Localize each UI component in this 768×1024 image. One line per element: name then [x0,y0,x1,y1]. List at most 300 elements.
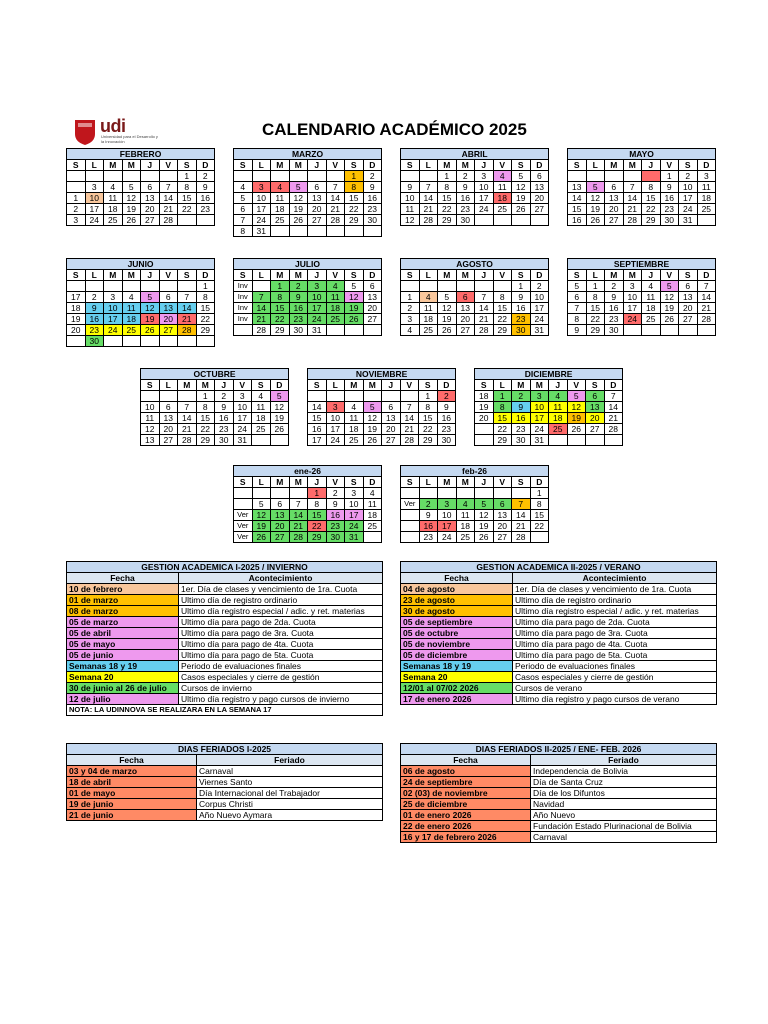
day-cell: 12 [475,510,494,521]
month-name: NOVIEMBRE [308,369,456,380]
day-cell: 1 [438,171,457,182]
event-date: Semana 20 [67,672,179,683]
day-cell [697,325,716,336]
table-row [67,683,383,694]
day-cell: 8 [419,402,438,413]
day-cell: 8 [308,499,327,510]
day-cell: 30 [437,435,456,446]
day-cell: 10 [530,402,549,413]
event-date: 01 de enero 2026 [401,810,531,821]
event-description: Viernes Santo [197,777,383,788]
month-calendar [400,258,549,336]
day-cell: 30 [605,325,624,336]
day-cell: 9 [419,510,438,521]
day-header: M [104,160,123,171]
day-cell: 20 [679,303,698,314]
week-number: 11 [401,204,420,215]
day-cell: 8 [271,292,290,303]
day-cell [642,325,661,336]
gestion2-table [400,561,717,705]
day-cell: 21 [159,204,178,215]
day-cell [289,226,308,237]
day-cell: 25 [271,215,290,226]
day-cell: 16 [437,413,456,424]
week-number: 8 [568,314,587,325]
day-cell: 28 [178,435,197,446]
day-cell [159,336,178,347]
day-cell: 18 [549,413,568,424]
day-cell [141,171,160,182]
week-number [401,281,420,292]
week-number: 2 [67,204,86,215]
week-number: Ver [234,521,253,532]
day-cell: 29 [419,435,438,446]
day-cell: 3 [308,281,327,292]
day-cell: 12 [270,402,289,413]
day-cell: 12 [660,292,679,303]
day-cell: 3 [104,292,123,303]
day-cell: 11 [642,292,661,303]
week-number: 16 [568,215,587,226]
day-header: V [159,160,178,171]
day-cell: 18 [326,303,345,314]
event-description: Ultimo día para pago de 3ra. Cuota [513,628,717,639]
event-description: 1er. Día de clases y vencimiento de 1ra. Cuota [179,584,383,595]
event-date: 25 de diciembre [401,799,531,810]
day-cell [456,281,475,292]
day-cell: 19 [141,314,160,325]
day-cell: 15 [530,510,549,521]
day-cell: 26 [252,532,271,543]
day-cell: 6 [530,171,549,182]
day-cell: 17 [438,521,457,532]
day-cell: 6 [159,402,178,413]
event-description: Casos especiales y cierre de gestión [179,672,383,683]
month-calendar [233,465,382,543]
day-cell [252,435,271,446]
day-header: S [419,380,438,391]
day-cell: 3 [233,391,252,402]
day-cell: 3 [326,402,345,413]
day-cell [512,488,531,499]
day-cell [104,281,123,292]
day-cell: 18 [104,204,123,215]
day-header: M [438,477,457,488]
day-cell [642,171,661,182]
table-title: GESTION ACADEMICA I-2025 / INVIERNO [67,562,383,573]
day-cell: 27 [271,532,290,543]
day-cell [697,215,716,226]
day-cell: 8 [530,499,549,510]
day-header: S [512,160,531,171]
day-header: M [122,270,141,281]
event-date: 06 de agosto [401,766,531,777]
day-header: M [289,270,308,281]
day-cell: 17 [326,424,345,435]
day-cell: 11 [271,193,290,204]
week-number: 9 [401,182,420,193]
day-cell: 28 [623,215,642,226]
day-cell [660,325,679,336]
day-cell: 11 [122,303,141,314]
day-cell [419,171,438,182]
table-row [67,788,383,799]
day-cell: 26 [141,325,160,336]
day-cell: 1 [271,281,290,292]
day-cell [456,488,475,499]
day-cell: 13 [363,292,382,303]
day-cell: 15 [586,303,605,314]
event-date: 05 de mayo [67,639,179,650]
table-row [401,777,717,788]
day-header: M [271,477,290,488]
day-cell: 6 [382,402,401,413]
event-description: Ultimo día registro y pago cursos de invierno [179,694,383,705]
day-cell [363,391,382,402]
day-cell [159,171,178,182]
week-number: 8 [234,226,253,237]
day-cell: 10 [233,402,252,413]
day-cell: 6 [679,281,698,292]
day-header: L [419,160,438,171]
day-cell [326,226,345,237]
event-description: Ultimo día de registro ordinario [513,595,717,606]
day-cell: 17 [345,510,364,521]
day-cell: 10 [623,292,642,303]
day-cell: 16 [85,314,104,325]
day-cell: 27 [493,532,512,543]
week-number [67,336,86,347]
week-number [67,281,86,292]
day-cell: 2 [679,171,698,182]
event-date: 17 de enero 2026 [401,694,513,705]
day-cell [122,281,141,292]
day-header: D [604,380,623,391]
day-cell: 2 [456,171,475,182]
day-cell: 13 [493,510,512,521]
day-cell: 4 [326,281,345,292]
day-cell: 11 [252,402,271,413]
day-cell: 13 [456,303,475,314]
day-cell: 21 [475,314,494,325]
month-calendar [400,148,549,226]
day-cell: 1 [308,488,327,499]
day-cell: 28 [697,314,716,325]
day-cell: 23 [456,204,475,215]
event-description: Ultimo día para pago de 5ta. Cuota [513,650,717,661]
day-header: V [493,477,512,488]
day-cell: 15 [308,510,327,521]
day-header: M [623,160,642,171]
day-cell: 1 [660,171,679,182]
day-cell [419,488,438,499]
day-header: L [419,477,438,488]
day-header: D [196,270,215,281]
day-cell: 11 [363,499,382,510]
day-cell: 28 [289,532,308,543]
event-date: 23 de agosto [401,595,513,606]
day-cell: 4 [642,281,661,292]
table-row [67,639,383,650]
day-cell: 28 [326,215,345,226]
day-header: D [530,160,549,171]
day-cell: 31 [530,435,549,446]
day-cell: 29 [308,532,327,543]
week-number [401,171,420,182]
day-cell [326,391,345,402]
day-cell: 26 [122,215,141,226]
day-cell: 7 [512,499,531,510]
day-cell: 16 [363,193,382,204]
day-cell: 30 [512,435,531,446]
day-cell [586,171,605,182]
day-cell: 30 [660,215,679,226]
day-cell: 12 [345,292,364,303]
table-row [401,821,717,832]
day-cell: 16 [512,413,531,424]
day-header: S [234,270,253,281]
column-header: Feriado [531,755,717,766]
week-number [401,510,420,521]
event-date: 05 de marzo [67,617,179,628]
event-description: Año Nuevo Aymara [197,810,383,821]
day-header: M [438,160,457,171]
day-cell: 14 [623,193,642,204]
day-cell: 6 [159,292,178,303]
day-cell: 12 [586,193,605,204]
day-cell: 27 [586,424,605,435]
day-cell: 10 [475,182,494,193]
day-cell: 10 [530,292,549,303]
day-header: S [679,270,698,281]
day-cell [623,171,642,182]
day-cell: 18 [363,510,382,521]
event-date: 01 de mayo [67,788,197,799]
day-cell: 5 [586,182,605,193]
week-number [67,182,86,193]
day-cell [104,171,123,182]
day-cell: 28 [604,424,623,435]
day-cell: 1 [345,171,364,182]
day-cell: 15 [345,193,364,204]
day-cell: 22 [196,314,215,325]
event-description: Año Nuevo [531,810,717,821]
day-header: J [308,270,327,281]
day-cell [271,226,290,237]
day-cell: 7 [159,182,178,193]
table-row [401,766,717,777]
day-header: S [345,270,364,281]
week-number: 7 [568,303,587,314]
day-cell [326,325,345,336]
week-number: 13 [141,435,160,446]
day-cell: 6 [586,391,605,402]
week-number: 19 [67,314,86,325]
day-cell: 22 [493,314,512,325]
table-row [67,606,383,617]
day-cell: 23 [289,314,308,325]
day-cell: 2 [419,499,438,510]
day-cell: 30 [363,215,382,226]
day-header: V [233,380,252,391]
day-cell: 28 [475,325,494,336]
day-cell: 19 [363,424,382,435]
day-cell: 12 [438,303,457,314]
day-cell: 8 [196,402,215,413]
day-cell: 16 [419,521,438,532]
day-cell: 6 [493,499,512,510]
day-cell: 17 [104,314,123,325]
event-date: 12/01 al 07/02 2026 [401,683,513,694]
day-cell: 24 [252,215,271,226]
table-row [401,617,717,628]
week-number [234,499,253,510]
event-date: 05 de diciembre [401,650,513,661]
day-cell: 4 [252,391,271,402]
day-cell: 4 [271,182,290,193]
day-cell [475,281,494,292]
week-number [141,391,160,402]
week-number: 1 [401,292,420,303]
column-header: Acontecimiento [513,573,717,584]
event-description: Periodo de evaluaciones finales [179,661,383,672]
month-name: OCTUBRE [141,369,289,380]
event-date: 05 de octubre [401,628,513,639]
day-header: S [568,160,587,171]
day-cell: 13 [159,413,178,424]
event-date: Semanas 18 y 19 [401,661,513,672]
day-header: M [456,270,475,281]
day-header: V [326,160,345,171]
day-cell: 5 [660,281,679,292]
month-name: ene-26 [234,466,382,477]
day-header: L [159,380,178,391]
day-cell: 31 [679,215,698,226]
day-cell: 24 [345,521,364,532]
day-cell: 12 [122,193,141,204]
day-header: V [567,380,586,391]
event-date: 05 de noviembre [401,639,513,650]
day-cell: 19 [586,204,605,215]
event-date: 03 y 04 de marzo [67,766,197,777]
week-number: 4 [401,325,420,336]
day-cell: 16 [289,303,308,314]
day-cell: 15 [271,303,290,314]
day-header: L [85,160,104,171]
day-cell: 19 [660,303,679,314]
week-number [234,488,253,499]
day-cell: 9 [456,182,475,193]
day-cell: 25 [252,424,271,435]
day-cell: 2 [437,391,456,402]
week-number: 1 [67,193,86,204]
day-header: S [234,477,253,488]
day-header: S [512,477,531,488]
page-title: CALENDARIO ACADÉMICO 2025 [262,120,527,139]
day-cell: 11 [697,182,716,193]
day-cell: 29 [586,325,605,336]
day-header: L [252,270,271,281]
day-cell: 15 [493,303,512,314]
day-cell: 10 [104,303,123,314]
day-cell: 9 [512,292,531,303]
day-cell: 12 [141,303,160,314]
day-cell [345,325,364,336]
day-cell: 23 [512,314,531,325]
week-number: Ver [401,499,420,510]
day-cell: 4 [363,488,382,499]
day-cell: 6 [605,182,624,193]
week-number [568,171,587,182]
day-cell: 14 [326,193,345,204]
day-cell: 29 [271,325,290,336]
day-cell: 22 [419,424,438,435]
table-row [401,788,717,799]
day-cell [159,281,178,292]
day-cell: 17 [475,193,494,204]
day-header: V [400,380,419,391]
day-cell [141,281,160,292]
day-header: M [456,477,475,488]
day-cell: 14 [178,303,197,314]
day-cell: 27 [530,204,549,215]
day-cell: 27 [141,215,160,226]
day-cell: 29 [493,435,512,446]
day-cell: 3 [438,499,457,510]
day-cell: 9 [437,402,456,413]
event-date: 21 de junio [67,810,197,821]
week-number: 20 [67,325,86,336]
day-cell: 8 [493,292,512,303]
day-cell: 22 [345,204,364,215]
day-cell: 26 [475,532,494,543]
day-cell: 21 [697,303,716,314]
day-cell: 23 [512,424,531,435]
month-name: ABRIL [401,149,549,160]
day-cell: 16 [215,413,234,424]
event-description: Ultimo día para pago de 3ra. Cuota [179,628,383,639]
day-cell: 8 [493,402,512,413]
day-cell: 5 [567,391,586,402]
day-cell: 20 [493,521,512,532]
day-cell [252,171,271,182]
event-date: 01 de marzo [67,595,179,606]
column-header: Fecha [401,573,513,584]
day-cell: 25 [122,325,141,336]
column-header: Fecha [67,755,197,766]
event-date: 05 de junio [67,650,179,661]
day-header: S [475,380,494,391]
day-cell: 16 [512,303,531,314]
day-cell: 19 [289,204,308,215]
day-cell [679,325,698,336]
day-cell: 29 [196,325,215,336]
week-number: 3 [401,314,420,325]
month-name: AGOSTO [401,259,549,270]
day-cell: 24 [104,325,123,336]
table-row [401,606,717,617]
day-cell: 14 [159,193,178,204]
day-cell: 5 [252,499,271,510]
day-cell: 1 [512,281,531,292]
event-date: 16 y 17 de febrero 2026 [401,832,531,843]
day-cell: 19 [475,521,494,532]
table-row [401,595,717,606]
day-header: J [141,270,160,281]
day-cell: 16 [196,193,215,204]
week-number [234,171,253,182]
day-cell: 15 [196,413,215,424]
